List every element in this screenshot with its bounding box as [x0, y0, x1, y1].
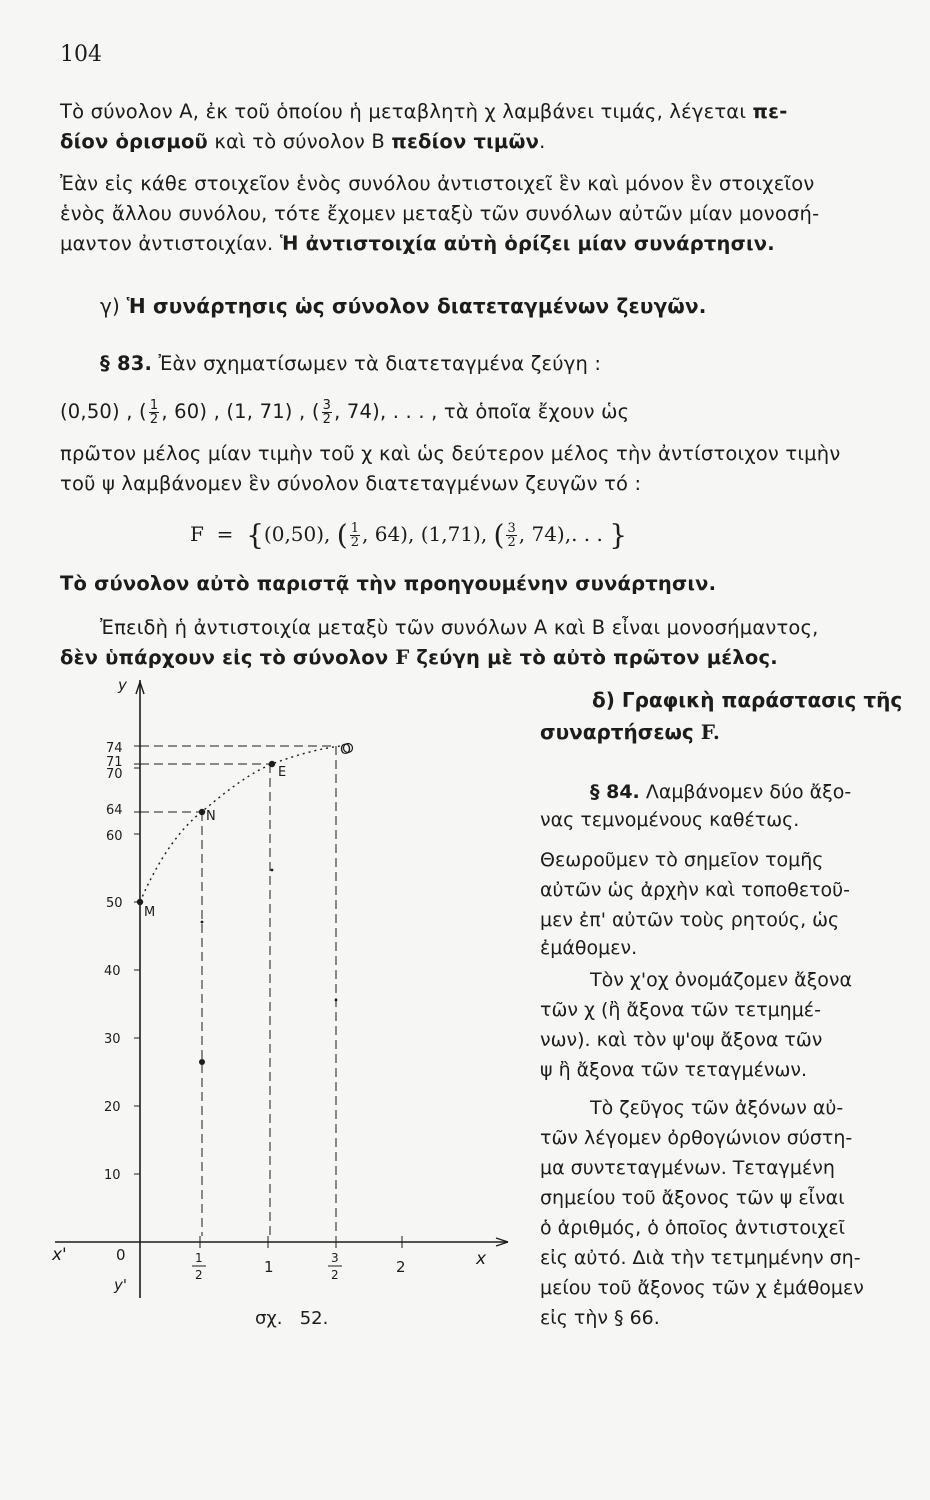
- text: Τὸ σύνολον Α, ἐκ τοῦ ὁποίου ἡ μεταβλητὴ χ λαμβάνει τιμάς, λέγεται: [60, 100, 753, 123]
- denominator: 2: [350, 535, 359, 550]
- section-d-heading: δ) Γραφικὴ παράστασις τῆς: [592, 688, 903, 712]
- text: μαντον ἀντιστοιχίαν.: [60, 232, 280, 255]
- term-domain: δίον ὁρισμοῦ: [60, 130, 208, 153]
- since-line-2: [60, 644, 900, 672]
- numerator: 3: [507, 521, 516, 536]
- s84-p4-line-4: σημείου τοῦ ἄξονος τῶν ψ εἶναι: [540, 1187, 845, 1209]
- x-label-half-num: 1: [195, 1251, 203, 1265]
- set-F-formula: [190, 512, 627, 556]
- term-range: πεδίον τιμῶν: [391, 130, 540, 153]
- numerator: 1: [149, 398, 159, 413]
- sep: ,: [207, 400, 227, 423]
- definition-function: Ἡ ἀντιστοιχία αὐτὴ ὁρίζει μίαν συνάρτησιν.: [279, 232, 775, 255]
- x-prime-label: x': [52, 1245, 67, 1265]
- s84-p3-line-3: νων). καὶ τὸν ψ'οψ ἄξονα τῶν: [540, 1029, 823, 1051]
- paren: (: [311, 400, 320, 423]
- numerator: 3: [322, 398, 332, 413]
- label-E: E: [278, 765, 287, 780]
- y-label-40: 40: [104, 964, 121, 979]
- y-label-70: 70: [106, 767, 123, 782]
- s84-p4-line-8: εἰς τὴν § 66.: [540, 1307, 660, 1329]
- pair-rest: , 74): [334, 400, 380, 423]
- equals: =: [216, 522, 234, 546]
- fraction-three-halves: [506, 522, 516, 549]
- point-N: [199, 809, 205, 815]
- text-bold: ζεύγη μὲ τὸ αὐτὸ πρῶτον μέλος.: [409, 646, 778, 669]
- s84-p2-line-3: μεν ἐπ' αὐτῶν τοὺς ρητούς, ὡς: [540, 909, 840, 931]
- stray-dot: [199, 1059, 205, 1065]
- pair-a: (0,50),: [263, 522, 331, 546]
- point-E: [269, 761, 275, 767]
- pair-3: (1, 71): [226, 400, 293, 423]
- s83-intro: [100, 350, 930, 378]
- paren: (: [493, 518, 505, 552]
- x-label-three-halves-num: 3: [331, 1251, 339, 1265]
- s84-line-2: νας τεμνομένους καθέτως.: [540, 809, 800, 831]
- set-name: F.: [700, 720, 720, 744]
- fraction-half: [350, 522, 360, 549]
- label-N: N: [206, 809, 216, 824]
- s84-p4-line-1: Τὸ ζεῦγος τῶν ἀξόνων αὐ-: [590, 1097, 844, 1119]
- fraction-three-halves: [322, 399, 332, 426]
- text: .: [539, 130, 546, 153]
- s84-line-1: [590, 778, 905, 807]
- y-label-20: 20: [104, 1100, 121, 1115]
- section-d-heading-2: [540, 720, 720, 744]
- s84-p2-line-4: ἐμάθομεν.: [540, 937, 638, 959]
- text-bold: δὲν ὑπάρχουν εἰς τὸ σύνολον: [60, 646, 396, 669]
- set-name: F: [190, 522, 204, 546]
- text: Ἐὰν σχηματίσωμεν τὰ διατεταγμένα ζεύγη :: [152, 352, 602, 375]
- paragraph-1-line-1: [60, 98, 900, 126]
- label-M: M: [144, 905, 156, 920]
- section-number: § 83.: [100, 352, 153, 375]
- paragraph-1-line-2: [60, 128, 900, 156]
- s84-p4-line-7: μείου τοῦ ἄξονος τῶν χ ἐμάθομεν: [540, 1277, 864, 1299]
- section-number: § 84.: [590, 781, 640, 803]
- numerator: 1: [350, 521, 359, 536]
- paren: (: [336, 518, 348, 552]
- paragraph-2-line-2: ἑνὸς ἄλλου συνόλου, τότε ἔχομεν μεταξὺ τῶν συνόλων αὐτῶν μίαν μονοσή-: [60, 202, 820, 225]
- y-label-60: 60: [106, 829, 123, 844]
- y-label-64: 64: [106, 803, 123, 818]
- origin-label: 0: [116, 1246, 126, 1264]
- s84-p4-line-2: τῶν λέγομεν ὀρθογώνιον σύστη-: [540, 1127, 853, 1149]
- x-label-half-den: 2: [195, 1268, 203, 1282]
- s84-p4-line-6: εἰς αὐτό. Διὰ τὴν τετμημένην ση-: [540, 1247, 861, 1269]
- text: καὶ τὸ σύνολον Β: [207, 130, 392, 153]
- pair-4: [311, 398, 380, 427]
- s84-p3-line-4: ψ ἢ ἄξονα τῶν τεταγμένων.: [540, 1059, 808, 1081]
- pairs-line: [60, 392, 900, 432]
- y-prime-label: y': [114, 1276, 128, 1294]
- function-curve: [140, 746, 340, 902]
- y-label-71: 71: [106, 755, 123, 770]
- section-title: Ἡ συνάρτησις ὡς σύνολον διατεταγμένων ζευγῶν.: [126, 294, 707, 318]
- paragraph-2-line-3: [60, 230, 900, 258]
- guide-dot: [335, 999, 338, 1002]
- y-label-50: 50: [106, 896, 123, 911]
- y-label-30: 30: [104, 1032, 121, 1047]
- set-name: F: [395, 646, 410, 669]
- s83-line-2: πρῶτον μέλος μίαν τιμὴν τοῦ χ καὶ ὡς δεύτερον μέλος τὴν ἀντίστοιχον τιμὴν: [60, 442, 841, 465]
- section-c-heading: [100, 292, 930, 320]
- s83-line-3: τοῦ ψ λαμβάνομεν ἓν σύνολον διατεταγμένων ζευγῶν τό :: [60, 472, 642, 495]
- text: συναρτήσεως: [540, 720, 701, 744]
- pair-c: (1,71),: [420, 522, 488, 546]
- section-label: γ): [100, 294, 127, 318]
- s84-p4-line-5: ὁ ἀριθμός, ὁ ὁποῖος ἀντιστοιχεῖ: [540, 1217, 846, 1239]
- x-axis-label: x: [476, 1249, 487, 1269]
- denominator: 2: [322, 412, 332, 427]
- s84-p2-line-2: αὐτῶν ὡς ἀρχὴν καὶ τοποθετοῦ-: [540, 879, 851, 901]
- s84-p4-line-3: μα συντεταγμένων. Τεταγμένη: [540, 1157, 835, 1179]
- text: Λαμβάνομεν δύο ἄξο-: [639, 781, 852, 803]
- figure-52-graph: [40, 670, 530, 1310]
- denominator: 2: [507, 535, 516, 550]
- pair-b: , 64),: [362, 522, 415, 546]
- y-label-74: 74: [106, 741, 123, 756]
- guide-dot: [271, 869, 274, 872]
- text: , . . . , τὰ ὁποῖα ἔχουν ὡς: [379, 400, 630, 423]
- y-label-10: 10: [104, 1168, 121, 1183]
- label-O: O: [340, 742, 352, 758]
- sep: ,: [292, 400, 312, 423]
- pair-1: (0,50): [60, 400, 120, 423]
- guide-dot: [201, 921, 204, 924]
- fraction-half: [149, 399, 159, 426]
- x-label-three-halves-den: 2: [331, 1268, 339, 1282]
- denominator: 2: [149, 412, 159, 427]
- s84-p3-line-2: τῶν χ (ἢ ἄξονα τῶν τετμημέ-: [540, 999, 821, 1021]
- x-label-2: 2: [396, 1258, 406, 1276]
- page-number: 104: [60, 42, 102, 67]
- pair-rest: , 60): [161, 400, 208, 423]
- sep: ,: [119, 400, 140, 423]
- s84-p2-line-1: Θεωροῦμεν τὸ σημεῖον τομῆς: [540, 849, 824, 871]
- paren: (: [139, 400, 147, 423]
- x-label-1: 1: [264, 1258, 274, 1276]
- term-pedion: πε-: [752, 100, 788, 123]
- ellipsis: . . .: [571, 522, 603, 546]
- pair-2: [139, 398, 208, 427]
- brace-close: }: [609, 518, 628, 552]
- paragraph-2-line-1: Ἐὰν εἰς κάθε στοιχεῖον ἑνὸς συνόλου ἀντιστοιχεῖ ἓν καὶ μόνον ἓν στοιχεῖον: [60, 172, 815, 195]
- brace-open: {: [246, 518, 264, 552]
- figure-caption: σχ. 52.: [255, 1308, 329, 1329]
- statement: Τὸ σύνολον αὐτὸ παριστᾷ τὴν προηγουμένην συνάρτησιν.: [60, 572, 717, 595]
- since-line-1: Ἐπειδὴ ἡ ἀντιστοιχία μεταξὺ τῶν συνόλων Α καὶ Β εἶναι μονοσήμαντος,: [100, 616, 819, 639]
- pair-d: , 74),: [518, 522, 572, 546]
- y-axis-label: y: [118, 676, 127, 694]
- s84-p3-line-1: Τὸν χ'οχ ὀνομάζομεν ἄξονα: [590, 969, 853, 991]
- point-M: [137, 899, 143, 905]
